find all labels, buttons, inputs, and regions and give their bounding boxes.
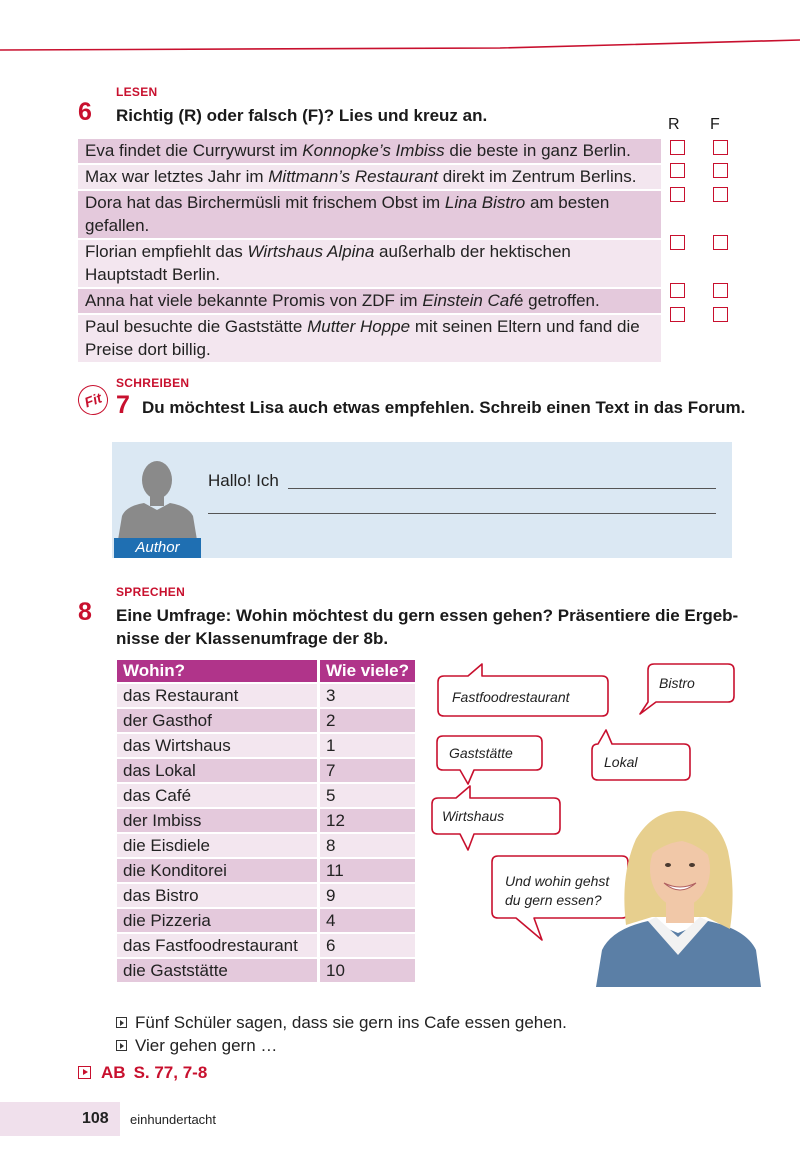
ex6-number: 6 (78, 98, 92, 126)
bubble-question-line2: du gern essen? (505, 892, 602, 908)
prompt-1: Fünf Schüler sagen, dass sie gern ins Cafe essen gehen. (116, 1013, 567, 1033)
ex6-statement-list (78, 139, 661, 362)
ex6-col-r: R (668, 116, 680, 133)
ex6-statement: Max war letztes Jahr im Mittmann’s Restaurant direkt im Zentrum Berlins. (78, 165, 661, 189)
table-row (117, 784, 415, 807)
reference-arrow-icon (78, 1066, 91, 1079)
cell-count: 3 (320, 684, 415, 707)
ex6-statement: Anna hat viele bekannte Promis von ZDF im Einstein Café getroffen. (78, 289, 661, 313)
woman-photo (596, 805, 761, 987)
prompt-2: Vier gehen gern … (116, 1036, 277, 1056)
ex7-skill-label: SCHREIBEN (116, 376, 190, 390)
cell-count: 5 (320, 784, 415, 807)
ex6-statement: Florian empfiehlt das Wirtshaus Alpina außerhalb der hektischen Hauptstadt Berlin. (78, 240, 661, 287)
writing-line-2[interactable] (208, 513, 716, 514)
checkbox-f-5[interactable] (713, 283, 728, 298)
table-row (117, 759, 415, 782)
table-row (117, 684, 415, 707)
bubble-fastfoodrestaurant: Fastfoodrestaurant (452, 689, 570, 705)
checkbox-f-2[interactable] (713, 163, 728, 178)
page-number: 108 (82, 1110, 109, 1127)
cell-place: der Gasthof (117, 709, 320, 732)
cell-count: 8 (320, 834, 415, 857)
cell-count: 12 (320, 809, 415, 832)
author-silhouette-icon (114, 452, 201, 540)
cell-place: das Lokal (117, 759, 320, 782)
ex6-statement: Eva findet die Currywurst im Konnopke’s Imbiss die beste in ganz Berlin. (78, 139, 661, 163)
survey-table (117, 658, 415, 984)
fit-badge: Fit (74, 381, 112, 419)
cell-place: das Café (117, 784, 320, 807)
cell-place: die Eisdiele (117, 834, 320, 857)
table-row (117, 734, 415, 757)
checkbox-r-4[interactable] (670, 235, 685, 250)
ex6-instruction: Richtig (R) oder falsch (F)? Lies und kreuz an. (116, 106, 488, 125)
ex6-col-f: F (710, 116, 720, 133)
bubble-lokal: Lokal (604, 754, 638, 770)
ex6-statement: Dora hat das Birchermüsli mit frischem Obst im Lina Bistro am besten gefallen. (78, 191, 661, 238)
table-row (117, 709, 415, 732)
ex8-skill-label: SPRECHEN (116, 585, 186, 599)
table-header-wie-viele: Wie viele? (320, 660, 415, 682)
cell-count: 7 (320, 759, 415, 782)
ex6-statement: Paul besuchte die Gaststätte Mutter Hoppe mit seinen Eltern und fand die Preise dort billig. (78, 315, 661, 362)
ex8-instruction-line1: Eine Umfrage: Wohin möchtest du gern essen gehen? Präsentiere die Ergeb- (116, 606, 739, 625)
checkbox-f-4[interactable] (713, 235, 728, 250)
arrow-icon (116, 1040, 127, 1051)
cell-place: die Gaststätte (117, 959, 320, 982)
workbook-reference[interactable]: AB S. 77, 7-8 (78, 1063, 207, 1083)
table-row (117, 959, 415, 982)
checkbox-r-1[interactable] (670, 140, 685, 155)
ex6-skill-label: LESEN (116, 85, 158, 99)
header-rule (0, 0, 800, 70)
table-header-wohin: Wohin? (117, 660, 320, 682)
checkbox-f-3[interactable] (713, 187, 728, 202)
table-row (117, 834, 415, 857)
cell-place: das Wirtshaus (117, 734, 320, 757)
checkbox-f-1[interactable] (713, 140, 728, 155)
table-row (117, 934, 415, 957)
table-row (117, 859, 415, 882)
ex7-number: 7 (116, 391, 130, 419)
arrow-icon (116, 1017, 127, 1028)
bubble-bistro: Bistro (659, 675, 695, 691)
author-label: Author (114, 538, 201, 558)
table-header-row (117, 660, 415, 682)
checkbox-r-3[interactable] (670, 187, 685, 202)
cell-count: 10 (320, 959, 415, 982)
forum-starter-text: Hallo! Ich (208, 471, 279, 490)
bubble-wirtshaus: Wirtshaus (442, 808, 505, 824)
cell-place: das Bistro (117, 884, 320, 907)
bubble-question-line1: Und wohin gehst (505, 873, 610, 889)
cell-count: 6 (320, 934, 415, 957)
cell-count: 9 (320, 884, 415, 907)
cell-count: 1 (320, 734, 415, 757)
cell-place: das Restaurant (117, 684, 320, 707)
cell-count: 2 (320, 709, 415, 732)
page-number-word: einhundertacht (130, 1112, 217, 1127)
cell-count: 4 (320, 909, 415, 932)
checkbox-r-2[interactable] (670, 163, 685, 178)
ex7-instruction: Du möchtest Lisa auch etwas empfehlen. Schreib einen Text in das Forum. (142, 398, 746, 417)
ex8-number: 8 (78, 598, 92, 626)
checkbox-r-5[interactable] (670, 283, 685, 298)
forum-box (112, 442, 732, 558)
cell-count: 11 (320, 859, 415, 882)
cell-place: der Imbiss (117, 809, 320, 832)
checkbox-f-6[interactable] (713, 307, 728, 322)
cell-place: die Pizzeria (117, 909, 320, 932)
table-row (117, 884, 415, 907)
writing-line-1[interactable] (288, 488, 716, 489)
table-row (117, 809, 415, 832)
ex8-instruction-line2: nisse der Klassenumfrage der 8b. (116, 629, 389, 648)
bubble-gaststaette: Gaststätte (449, 745, 513, 761)
checkbox-r-6[interactable] (670, 307, 685, 322)
cell-place: die Konditorei (117, 859, 320, 882)
table-row (117, 909, 415, 932)
cell-place: das Fastfoodrestaurant (117, 934, 320, 957)
